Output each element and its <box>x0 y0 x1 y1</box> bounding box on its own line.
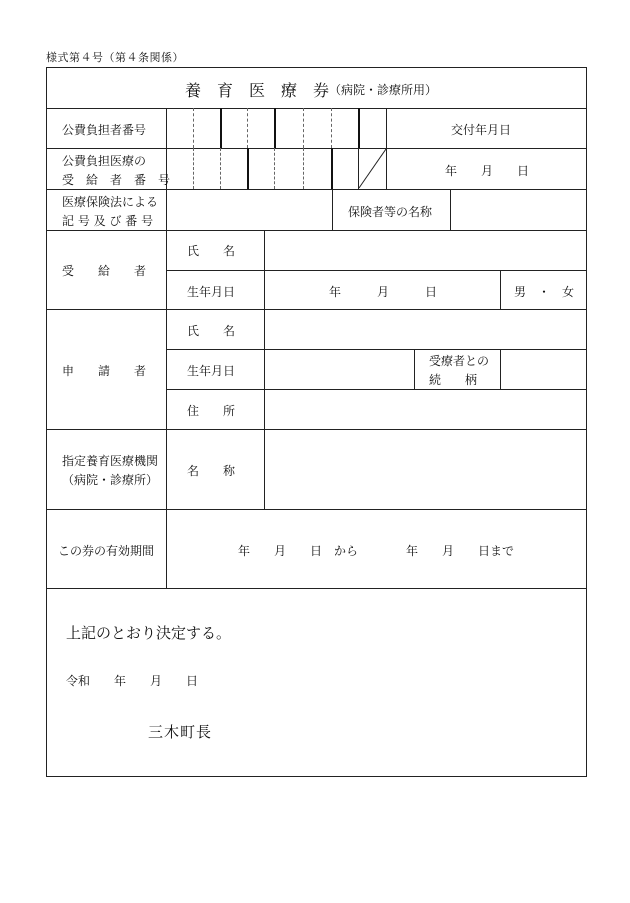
document-title: 養 育 医 療 券 <box>185 81 330 100</box>
column-divider <box>264 230 265 509</box>
institution-label-line2: （病院・診療所） <box>62 473 159 487</box>
decision-statement: 上記のとおり決定する。 <box>66 624 232 642</box>
row-divider <box>46 509 587 510</box>
sex-options: 男 ・ 女 <box>514 285 575 299</box>
digit-divider <box>303 148 304 189</box>
recipient-birth-date-label: 生年月日 <box>187 285 236 299</box>
row-divider <box>46 429 587 430</box>
document-subtitle: （病院・診療所用） <box>329 83 438 97</box>
row-divider <box>46 108 587 109</box>
row-divider <box>46 230 587 231</box>
row-divider <box>166 389 587 390</box>
recipient-number-label-line1: 公費負担医療の <box>62 154 147 168</box>
recipient-name-label: 氏 名 <box>187 244 236 258</box>
digit-divider-bold <box>331 148 333 189</box>
row-divider <box>46 588 587 589</box>
row-divider <box>46 309 587 310</box>
diagonal-slash <box>358 148 387 189</box>
column-divider <box>500 349 501 389</box>
delivery-date-value: 年 月 日 <box>445 164 530 178</box>
delivery-date-label: 交付年月日 <box>451 123 512 137</box>
row-divider <box>166 349 587 350</box>
column-divider <box>450 189 451 230</box>
digit-divider <box>247 108 248 148</box>
validity-period-value: 年 月 日 から 年 月 日まで <box>238 544 515 558</box>
issuer-mayor: 三木町長 <box>148 723 213 741</box>
digit-divider-bold <box>220 108 222 148</box>
recipient-birth-date-value: 年 月 日 <box>329 285 438 299</box>
form-number-label: 様式第４号（第４条関係） <box>46 51 184 64</box>
digit-divider <box>331 108 332 148</box>
digit-divider <box>303 108 304 148</box>
insurance-number-label-line1: 医療保険法による <box>62 195 159 209</box>
insurance-number-label-line2: 記 号 及 び 番 号 <box>62 214 154 228</box>
digit-divider-bold <box>274 108 276 148</box>
column-divider <box>332 189 333 230</box>
column-divider <box>414 349 415 389</box>
applicant-name-label: 氏 名 <box>187 324 236 338</box>
era-date: 令和 年 月 日 <box>66 674 199 688</box>
column-divider <box>500 270 501 309</box>
row-divider <box>46 148 587 149</box>
institution-name-label: 名 称 <box>187 464 236 478</box>
insurer-name-label: 保険者等の名称 <box>348 205 433 219</box>
digit-divider <box>274 148 275 189</box>
public-payer-number-label: 公費負担者番号 <box>62 123 147 137</box>
digit-divider <box>193 108 194 148</box>
row-divider <box>46 189 587 190</box>
recipient-label: 受 給 者 <box>62 264 147 278</box>
digit-divider-bold <box>358 108 360 148</box>
digit-divider <box>220 148 221 189</box>
institution-label-line1: 指定養育医療機関 <box>62 454 159 468</box>
applicant-birth-date-label: 生年月日 <box>187 364 236 378</box>
recipient-number-label-line2: 受 給 者 番 号 <box>62 173 171 187</box>
digit-divider <box>193 148 194 189</box>
relation-label-line1: 受療者との <box>429 354 490 368</box>
applicant-label: 申 請 者 <box>62 364 147 378</box>
applicant-address-label: 住 所 <box>187 404 236 418</box>
row-divider <box>166 270 587 271</box>
validity-period-label: この券の有効期間 <box>58 544 155 558</box>
relation-label-line2: 続 柄 <box>429 373 478 387</box>
digit-divider-bold <box>247 148 249 189</box>
